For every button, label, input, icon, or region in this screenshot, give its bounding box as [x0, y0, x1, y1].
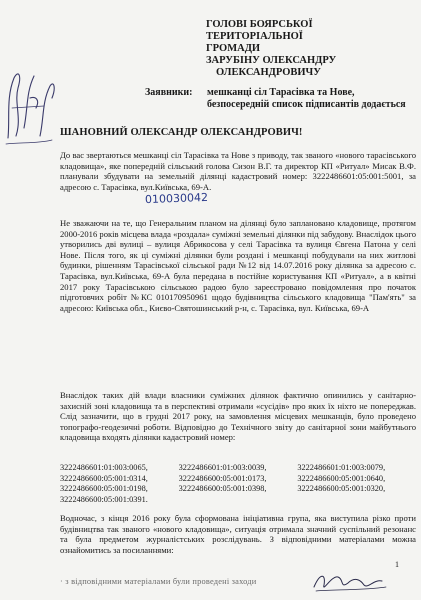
cadastral-numbers-list — [60, 463, 416, 505]
cadastral-number: 3222486600:05:001:0320, — [297, 484, 386, 493]
cadastral-number: 3222486600:05:001:0314, — [60, 473, 148, 483]
paragraph-1: До вас звертаються мешканці сіл Тарасівка та Нове з приводу, так званого «нового тарасівського кладовища», яке попередній сільський голова Сизон В.Г. та директор КП «Ритуал» Мисак В.Ф. планували збудувати на земельній ділянці кадастровий номер: 3222486601:05:001:5001, за адресою с. Тарасівка, вул.Київська, 69-А. — [60, 150, 416, 192]
cadastral-number: 3222486601:01:003:0065, — [60, 463, 148, 472]
addressee-line-3: ЗАРУБІНУ ОЛЕКСАНДРУ — [206, 55, 337, 66]
signature-image — [310, 565, 390, 595]
applicants-block — [145, 87, 415, 111]
paragraph-4: Водночас, з кінця 2016 року була сформована ініціативна група, яка виступила різко проти будівництва так званого «нового кладовища», ситуація отримала значний суспільний резонанс та була предметом журналістських розслідувань. З відповідними матеріалами можна ознайомитись за посиланнями: — [60, 513, 416, 555]
addressee-line-4: ОЛЕКСАНДРОВИЧУ — [216, 67, 321, 78]
page-number: 1 — [395, 560, 399, 569]
cadastral-number: 3222486601:01:003:0039, — [178, 463, 267, 472]
cadastral-number: 3222486600:05:001:0173, — [178, 473, 267, 483]
addressee-block — [206, 19, 412, 79]
cadastral-number: 3222486600:05:001:0398, — [178, 484, 267, 493]
cadastral-number: 3222486600:05:001:0640, — [297, 473, 386, 483]
applicants-line-1: мешканці сіл Тарасівка та Нове, — [207, 87, 355, 98]
cadastral-number: 3222486601:01:003:0079, — [297, 463, 386, 472]
cadastral-number: 3222486600:05:001:0198, — [60, 484, 148, 493]
handwritten-stamp-image — [0, 58, 60, 148]
paragraph-2: Не зважаючи на те, що Генеральним планом на ділянці було заплановано кладовище, протягом 2000-2016 років місцева влада «роздала» суміжні земельні ділянки під забудову. Внаслідок цього утворились дві вулиці – вулиця Абрикосова у селі Тарасівка та вулиця Євгена Патона у селі Нове. Після того, як ці суміжні ділянки були роздані і мешканці побудували на них житлові будинки, рішенням Тарасівської сільської ради №12 від 14.07.2016 року ділянка за адресою с. Тарасівка, вул.Київська, 69-А була передана в постійне користування КП «Ритуал», а в квітні 2017 року Тарасівською сільською радою було зареєстровано повідомлення про початок підготовчих робіт №КС 010170950961 щодо будівництва сільського кладовища "Пам'ять" за адресою: Київська обл., Києво-Святошинський р-н, с. Тарасівка, вул. Київська, 69-А — [60, 218, 416, 313]
salutation: ШАНОВНИЙ ОЛЕКСАНДР ОЛЕКСАНДРОВИЧ! — [60, 127, 303, 138]
applicants-line-2: безпосередній список підписантів додається — [207, 99, 406, 110]
faded-text-line: · з відповідними матеріалами були проведені заходи — [60, 577, 257, 586]
applicants-label: Заявники: — [145, 87, 193, 98]
paragraph-3: Внаслідок таких дій влади власники суміжних ділянок фактично опинились у санітарно-захисній зоні кладовища та в перспективі отримали «сусідів» про яких їх ніхто не попереджав. Слід зазначити, що в грудні 2017 року, на замовлення місцевих мешканців, було проведено топографо-геодезичні роботи. Відповідно до Технічного звіту до санітарної зони майбутнього кладовища входять ділянки кадастровий номер: — [60, 390, 416, 443]
addressee-line-2: ГРОМАДИ — [206, 43, 261, 54]
addressee-line-1: ГОЛОВІ БОЯРСЬКОЇ ТЕРИТОРІАЛЬНОЇ — [206, 19, 313, 42]
handwritten-number: 010030042 — [144, 190, 209, 207]
cadastral-number: 3222486600:05:001:0391. — [60, 494, 148, 504]
